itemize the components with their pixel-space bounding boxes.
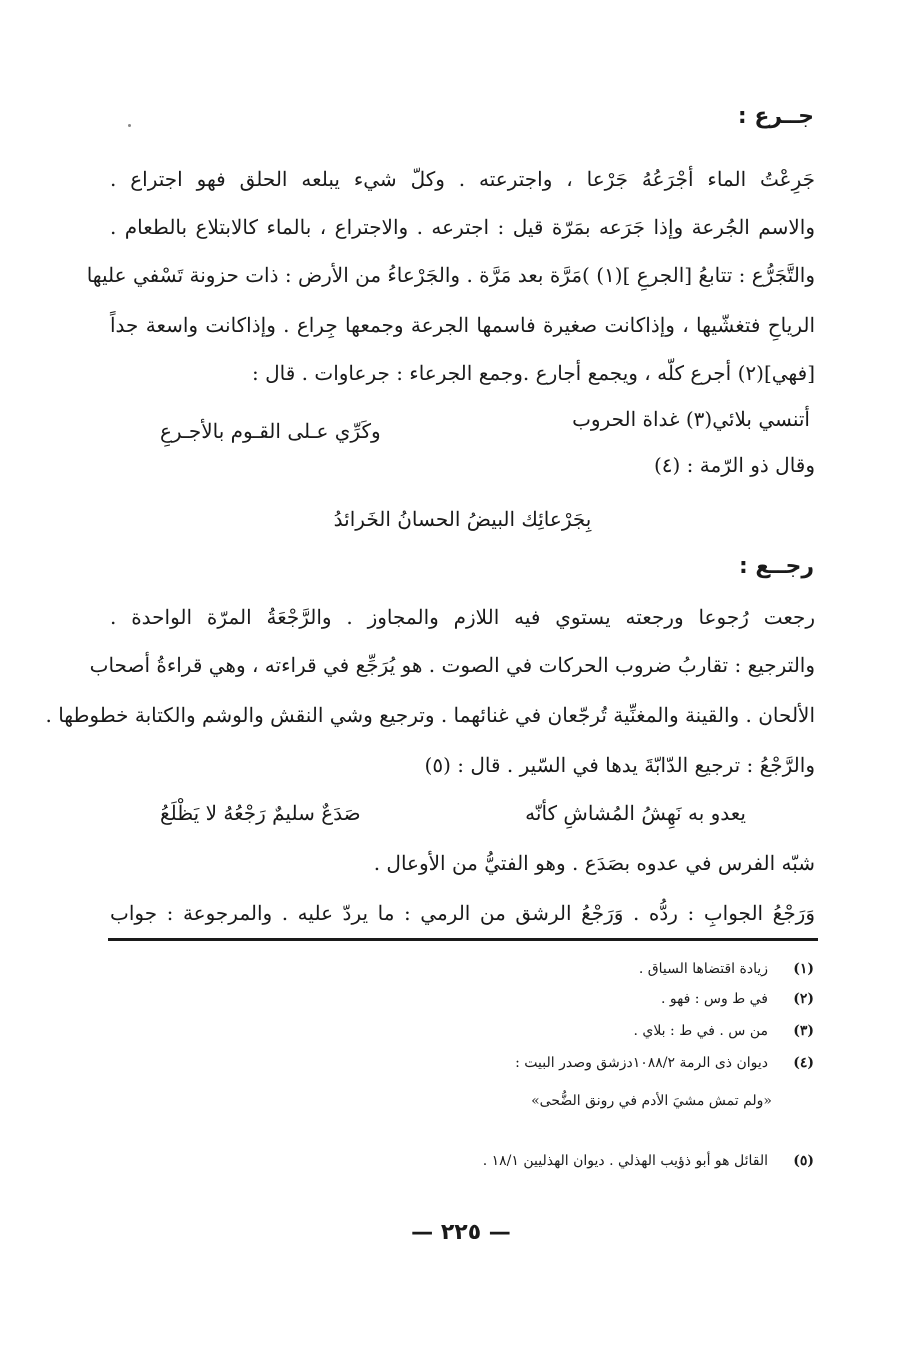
- footnote-separator: [108, 938, 818, 941]
- footnote: [254, 1150, 814, 1172]
- footnote: [254, 1052, 814, 1074]
- footnote-number: (٢): [793, 991, 814, 1007]
- text-line: وقال ذو الرّمة : (٤): [653, 453, 815, 477]
- page-number: — ٢٢٥ —: [411, 1220, 511, 1245]
- footnote-number: (١): [793, 961, 814, 977]
- footnote-number: (٥): [793, 1153, 814, 1169]
- entry-heading-jara: جــرع :: [737, 104, 814, 129]
- footnote-number: (٤): [793, 1055, 814, 1071]
- verse-line: بِجَرْعائِك البيضُ الحسانُ الخَرائدُ: [333, 507, 592, 531]
- entry-heading-rajaa: رجــع :: [738, 554, 814, 579]
- text-line: الرياحِ فتغشّيها ، وإذاكانت صغيرة فاسمها الجرعة وجمعها جِراع . وإذاكانت واسعة جداً: [110, 313, 815, 337]
- text-line: والاسم الجُرعة وإذا جَرَعه بمَرّة قيل : اجترعه . والاجتراع ، بالماء كالابتلاع بالطعام .: [110, 215, 815, 239]
- verse-first-hemistich: أتنسي بلائي(٣) غداة الحروب: [572, 407, 810, 431]
- verse-second-hemistich: وكَرِّي عـلى القـوم بالأجـرعِ: [160, 419, 381, 443]
- text-line: جَرِعْتُ الماء أجْرَعُهُ جَرْعا ، واجترعته . وكلّ شيء يبلعه الحلق فهو اجتراع .: [110, 167, 815, 191]
- text-line: والتَّجَرُّع : تتابعُ [الجرعِ ](١) )مَرَّة بعد مَرَّة . والجَرْعاءُ من الأرض : ذات حزونة تَسْفي عليها: [86, 263, 815, 287]
- text-line: الألحان . والقينة والمغنِّية تُرجّعان في غنائهما . وترجيع وشي النقش والوشم والكتابة خطوطها .: [45, 703, 815, 727]
- text-line: رجعت رُجوعا ورجعته يستوي فيه اللازم والمجاوز . والرَّجْعَةُ المرّة الواحدة .: [110, 605, 815, 629]
- text-line: والرَّجْعُ : ترجيع الدّابّةَ يدها في السّير . قال : (٥): [424, 753, 815, 777]
- footnote: [254, 1020, 814, 1042]
- scan-speck: [128, 124, 131, 127]
- footnote-text: ديوان ذى الرمة ١٠٨٨/٢دزشق وصدر البيت :: [515, 1055, 768, 1071]
- footnote-text: زيادة اقتضاها السياق .: [638, 961, 768, 977]
- footnote-text: القائل هو أبو ذؤيب الهذلي . ديوان الهذليين ١٨/١ .: [482, 1153, 768, 1169]
- text-line: شبّه الفرس في عدوه بصَدَع . وهو الفتيُّ من الأوعال .: [373, 851, 815, 875]
- text-line: والترجيع : تقاربُ ضروب الحركات في الصوت . هو يُرَجِّع في قراءته ، وهي قراءةُ أصحاب: [89, 653, 815, 677]
- footnote-text: من س . في ط : بلاي .: [633, 1023, 768, 1039]
- verse-second-hemistich: صَدَعٌ سليمٌ رَجْعُهُ لا يَظْلَعُ: [160, 801, 361, 825]
- text-line: وَرَجْعُ الجوابِ : ردُّه . وَرَجْعُ الرشق من الرمي : ما يردّ عليه . والمرجوعة : جواب: [110, 901, 815, 925]
- text-line: [فهي](٢) أجرع كلّه ، ويجمع أجارع .وجمع الجرعاء : جرعاوات . قال :: [252, 361, 815, 385]
- footnote-text: في ط وس : فهو .: [661, 991, 768, 1007]
- footnote: [254, 988, 814, 1010]
- footnote-number: (٣): [793, 1023, 814, 1039]
- verse-first-hemistich: يعدو به نَهِشُ المُشاشِ كأنّه: [525, 801, 746, 825]
- footnote-quote: «ولم تمش مشيَ الأدم في رونق الضُّحى»: [531, 1093, 772, 1109]
- footnote: [254, 958, 814, 980]
